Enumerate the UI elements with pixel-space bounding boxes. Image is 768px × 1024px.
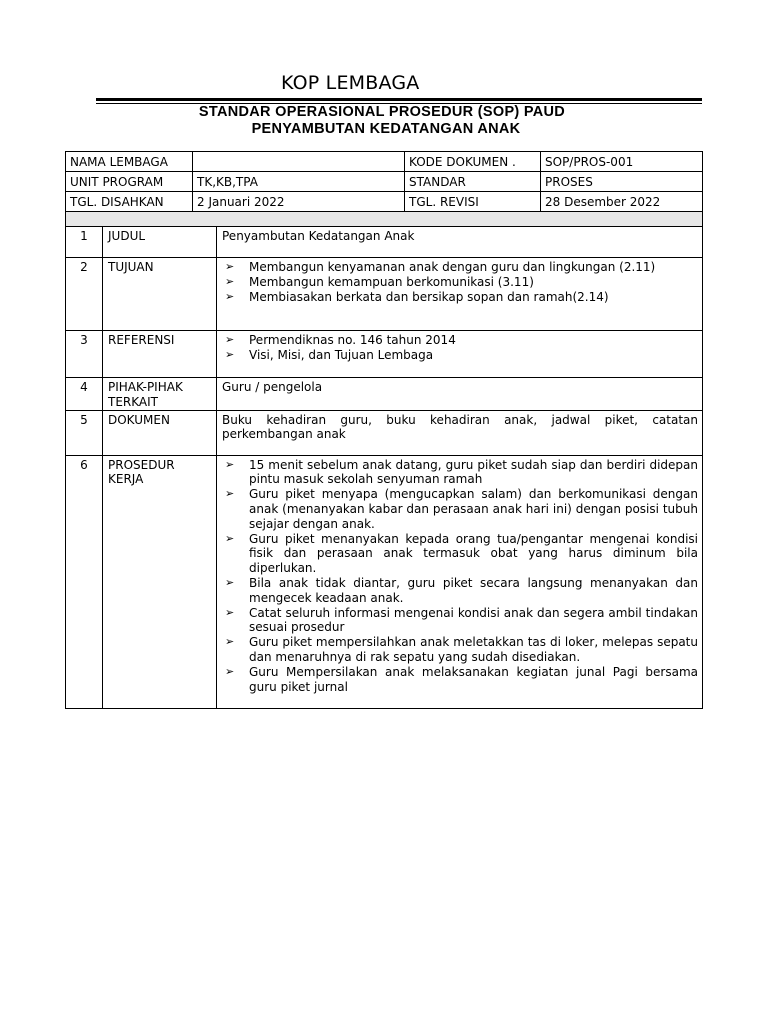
row-content (217, 331, 703, 378)
arrow-bullet-icon: ➢ (225, 457, 235, 471)
list-item-text: Guru piket mempersilahkan anak meletakkan tas di loker, melepas sepatu dan menaruhnya di rak sepatu yang sudah disediakan. (249, 635, 698, 664)
row-number: 6 (66, 455, 103, 708)
arrow-bullet-icon: ➢ (225, 289, 235, 303)
row-number: 1 (66, 227, 103, 258)
kode-dokumen-value: SOP/PROS-001 (541, 152, 703, 172)
row-label: DOKUMEN (103, 410, 217, 455)
arrow-bullet-icon: ➢ (225, 575, 235, 589)
tgl-disahkan-value: 2 Januari 2022 (193, 192, 405, 212)
row-content (217, 258, 703, 331)
table-row (66, 258, 703, 331)
row-content: Guru / pengelola (217, 378, 703, 411)
bullet-list (222, 458, 698, 695)
row-number: 3 (66, 331, 103, 378)
tgl-revisi-value: 28 Desember 2022 (541, 192, 703, 212)
tgl-revisi-label: TGL. REVISI (405, 192, 541, 212)
row-label: PROSEDUR KERJA (103, 455, 217, 708)
unit-program-label: UNIT PROGRAM (66, 172, 193, 192)
standar-value: PROSES (541, 172, 703, 192)
arrow-bullet-icon: ➢ (225, 333, 235, 346)
bullet-list (222, 333, 698, 363)
arrow-bullet-icon: ➢ (225, 347, 235, 361)
bullet-list (222, 260, 698, 304)
list-item-text: Guru piket menyapa (mengucapkan salam) dan berkomunikasi dengan anak (menanyakan kabar dan perasaan anak hari ini) dengan posisi tubuh sejajar dengan anak. (249, 487, 698, 531)
list-item-text: Catat seluruh informasi mengenai kondisi anak dan segera ambil tindakan sesuai prosedur (249, 605, 698, 635)
shaded-separator (66, 212, 703, 227)
table-row (66, 378, 703, 411)
arrow-bullet-icon: ➢ (225, 260, 235, 273)
document-title: STANDAR OPERASIONAL PROSEDUR (SOP) PAUD (198, 104, 566, 120)
list-item-text: Permendiknas no. 146 tahun 2014 (249, 333, 456, 347)
list-item-text: 15 menit sebelum anak datang, guru piket sudah siap dan berdiri didepan pintu masuk sekolah senyuman ramah (249, 457, 698, 487)
sop-content-table (65, 226, 703, 709)
list-item (222, 290, 698, 305)
kode-dokumen-label: KODE DOKUMEN . (405, 152, 541, 172)
list-item-text: Bila anak tidak diantar, guru piket secara langsung menanyakan dan mengecek keadaan anak. (249, 575, 698, 605)
tgl-disahkan-label: TGL. DISAHKAN (66, 192, 193, 212)
list-item (222, 606, 698, 636)
arrow-bullet-icon: ➢ (225, 605, 235, 619)
document-subtitle: PENYAMBUTAN KEDATANGAN ANAK (251, 121, 521, 137)
row-label: TUJUAN (103, 258, 217, 331)
list-item (222, 348, 698, 363)
list-item (222, 576, 698, 606)
list-item (222, 260, 698, 275)
table-row (66, 331, 703, 378)
row-label: REFERENSI (103, 331, 217, 378)
row-content (217, 455, 703, 708)
list-item (222, 532, 698, 576)
nama-lembaga-value (193, 152, 405, 172)
list-item-text: Visi, Misi, dan Tujuan Lembaga (249, 347, 434, 362)
shaded-separator-row (66, 212, 703, 227)
row-label: PIHAK-PIHAK TERKAIT (103, 378, 217, 411)
arrow-bullet-icon: ➢ (225, 664, 235, 678)
list-item (222, 487, 698, 531)
table-row (66, 227, 703, 258)
standar-label: STANDAR (405, 172, 541, 192)
row-number: 5 (66, 410, 103, 455)
list-item-text: Membangun kemampuan berkomunikasi (3.11) (249, 274, 534, 289)
arrow-bullet-icon: ➢ (225, 635, 235, 649)
table-row (66, 410, 703, 455)
row-label: JUDUL (103, 227, 217, 258)
table-row (66, 455, 703, 708)
list-item (222, 333, 698, 348)
list-item (222, 458, 698, 488)
list-item-text: Guru piket menanyakan kepada orang tua/pengantar mengenai kondisi fisik dan perasaan anak termasuk obat yang harus diminum bila diperlukan. (249, 531, 698, 576)
list-item-text: Membiasakan berkata dan bersikap sopan dan ramah(2.14) (249, 289, 609, 304)
list-item (222, 635, 698, 665)
row-number: 2 (66, 258, 103, 331)
header-row (66, 172, 703, 192)
arrow-bullet-icon: ➢ (225, 487, 235, 501)
list-item-text: Membangun kenyamanan anak dengan guru dan lingkungan (2.11) (249, 260, 656, 274)
letterhead-title: KOP LEMBAGA (281, 72, 420, 94)
row-number: 4 (66, 378, 103, 411)
header-row (66, 152, 703, 172)
arrow-bullet-icon: ➢ (225, 274, 235, 288)
list-item (222, 665, 698, 695)
list-item-text: Guru Mempersilakan anak melaksanakan kegiatan junal Pagi bersama guru piket jurnal (249, 664, 698, 694)
list-item (222, 275, 698, 290)
document-header-table (65, 151, 703, 227)
row-content: Penyambutan Kedatangan Anak (217, 227, 703, 258)
row-content: Buku kehadiran guru, buku kehadiran anak, jadwal piket, catatan perkembangan anak (217, 410, 703, 455)
letterhead-rule-thick (96, 98, 702, 101)
nama-lembaga-label: NAMA LEMBAGA (66, 152, 193, 172)
header-row (66, 192, 703, 212)
unit-program-value: TK,KB,TPA (193, 172, 405, 192)
arrow-bullet-icon: ➢ (225, 531, 235, 545)
